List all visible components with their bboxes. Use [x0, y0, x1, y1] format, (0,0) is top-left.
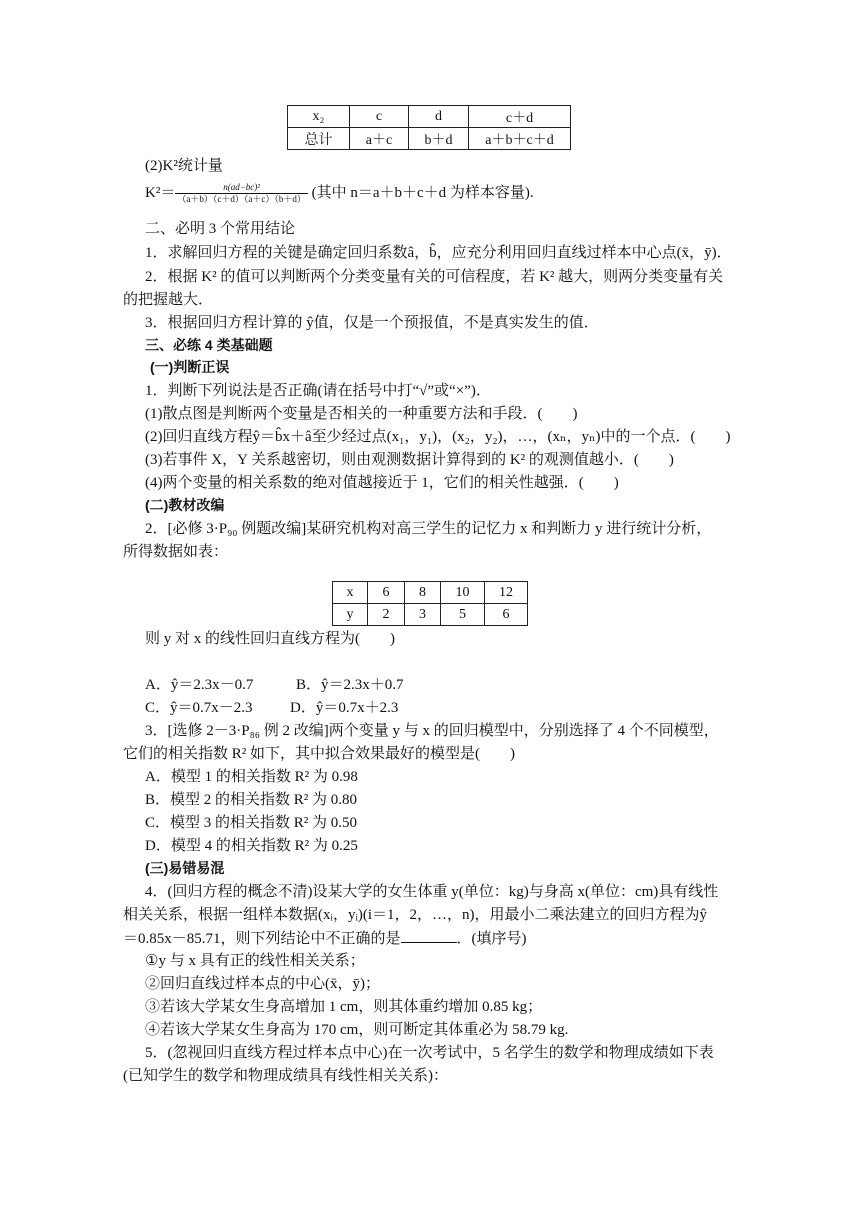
table-cell: a＋c [350, 128, 409, 150]
subsection-errors: (三)易错易混 [145, 860, 225, 876]
table-cell: 12 [485, 582, 528, 604]
table-cell: d [409, 106, 469, 128]
k2-denominator: （a＋b）（c＋d）（a＋c）（b＋d） [177, 194, 306, 205]
table-cell: x₂ [288, 106, 350, 128]
question-4: 4．(回归方程的概念不清)设某大学的女生体重 y(单位：kg)与身高 x(单位：cm)具有线性 [145, 884, 719, 900]
table-cell: c [350, 106, 409, 128]
question-5: 5．(忽视回归直线方程过样本点中心)在一次考试中，5 名学生的数学和物理成绩如下表 [145, 1045, 714, 1061]
table-row [333, 582, 528, 604]
question-4-item: ③若该大学某女生身高增加 1 cm，则其体重约增加 0.85 kg； [145, 999, 543, 1015]
table-row [288, 128, 571, 150]
question-3: 3．[选修 2－3·P₈₆ 例 2 改编]两个变量 y 与 x 的回归模型中，分别选择了 4 个不同模型， [145, 723, 719, 739]
k2-numerator: n(ad−bc)² [175, 182, 307, 194]
conclusion-2-cont: 的把握越大． [123, 292, 214, 308]
option-b: B．模型 2 的相关指数 R² 为 0.80 [145, 792, 358, 808]
option-a: A．模型 1 的相关指数 R² 为 0.98 [145, 769, 358, 785]
question-1-item: (1)散点图是判断两个变量是否相关的一种重要方法和手段．( ) [145, 406, 578, 422]
table-cell: 6 [485, 604, 528, 626]
option-c: C．ŷ＝0.7x－2.3 [145, 700, 253, 716]
question-1-item: (3)若事件 X，Y 关系越密切，则由观测数据计算得到的 K² 的观测值越小．( ) [145, 452, 674, 468]
option-c: C．模型 3 的相关指数 R² 为 0.50 [145, 815, 358, 831]
table-cell: 10 [441, 582, 485, 604]
question-4-item: ①y 与 x 具有正的线性相关关系； [145, 953, 365, 969]
option-b: B．ŷ＝2.3x＋0.7 [296, 677, 404, 693]
table-cell: 8 [405, 582, 441, 604]
question-5-cont: (已知学生的数学和物理成绩具有线性相关关系)： [123, 1068, 448, 1084]
table-cell: 2 [368, 604, 405, 626]
table-cell: 总计 [288, 128, 350, 150]
section2-title: 二、必明 3 个常用结论 [145, 221, 296, 237]
section3-title: 三、必练 4 类基础题 [145, 337, 273, 353]
question-2: 2．[必修 3·P₉₀ 例题改编]某研究机构对高三学生的记忆力 x 和判断力 y 进行统计分析， [145, 521, 712, 537]
table-cell: b＋d [409, 128, 469, 150]
k2-heading: (2)K²统计量 [145, 158, 223, 174]
conclusion-1: 1．求解回归方程的关键是确定回归系数â，b̂，应充分利用回归直线过样本中心点(x̄，ȳ)． [145, 245, 732, 261]
table-row [333, 604, 528, 626]
conclusion-2: 2．根据 K² 的值可以判断两个分类变量有关的可信程度，若 K² 越大，则两分类变量有关 [145, 269, 724, 285]
table-cell: 3 [405, 604, 441, 626]
table-cell: 5 [441, 604, 485, 626]
table-cell: x [333, 582, 368, 604]
table-row [288, 106, 571, 128]
k2-lhs: K²＝ [145, 185, 176, 201]
table-cell: c＋d [469, 106, 571, 128]
k2-note: (其中 n＝a＋b＋c＋d 为样本容量). [311, 185, 534, 201]
question-4-item: ④若该大学某女生身高为 170 cm，则可断定其体重必为 58.79 kg. [145, 1022, 569, 1038]
question-1-item: (4)两个变量的相关系数的绝对值越接近于 1，它们的相关性越强．( ) [145, 475, 619, 491]
question-4-cont [123, 928, 527, 949]
k2-fraction [175, 182, 307, 205]
question-1: 1．判断下列说法是否正确(请在括号中打“√”或“×”)． [145, 383, 491, 399]
question-4-suffix: ．(填序号) [456, 931, 527, 947]
contingency-table [287, 105, 571, 150]
subsection-textbook: (二)教材改编 [145, 497, 225, 513]
question-4-item: ②回归直线过样本点的中心(x̄，ȳ)； [145, 976, 380, 992]
question-3-cont: 它们的相关指数 R² 如下，其中拟合效果最好的模型是( ) [123, 746, 515, 762]
question-2-cont: 所得数据如表： [123, 544, 229, 560]
table-cell: a＋b＋c＋d [469, 128, 571, 150]
k2-formula [145, 180, 534, 206]
question-1-item: (2)回归直线方程ŷ＝b̂x＋â至少经过点(x₁，y₁)，(x₂，y₂)，…，(xₙ，yₙ)中的一个点．( ) [145, 429, 731, 445]
option-d: D．ŷ＝0.7x＋2.3 [290, 700, 399, 716]
question-4-cont: 相关关系，根据一组样本数据(xᵢ，yᵢ)(i＝1，2，…，n)，用最小二乘法建立的回归方程为ŷ [123, 907, 708, 923]
conclusion-3: 3．根据回归方程计算的 ŷ值，仅是一个预报值，不是真实发生的值． [145, 315, 599, 331]
answer-blank[interactable] [401, 928, 457, 943]
data-table [332, 581, 528, 626]
option-a: A．ŷ＝2.3x－0.7 [145, 677, 254, 693]
table-cell: y [333, 604, 368, 626]
subsection-judge: (一)判断正误 [150, 359, 230, 375]
question-4-text: ＝0.85x－85.71，则下列结论中不正确的是 [123, 931, 401, 947]
table-cell: 6 [368, 582, 405, 604]
option-d: D．模型 4 的相关指数 R² 为 0.25 [145, 838, 358, 854]
question-2-ask: 则 y 对 x 的线性回归直线方程为( ) [145, 631, 395, 647]
